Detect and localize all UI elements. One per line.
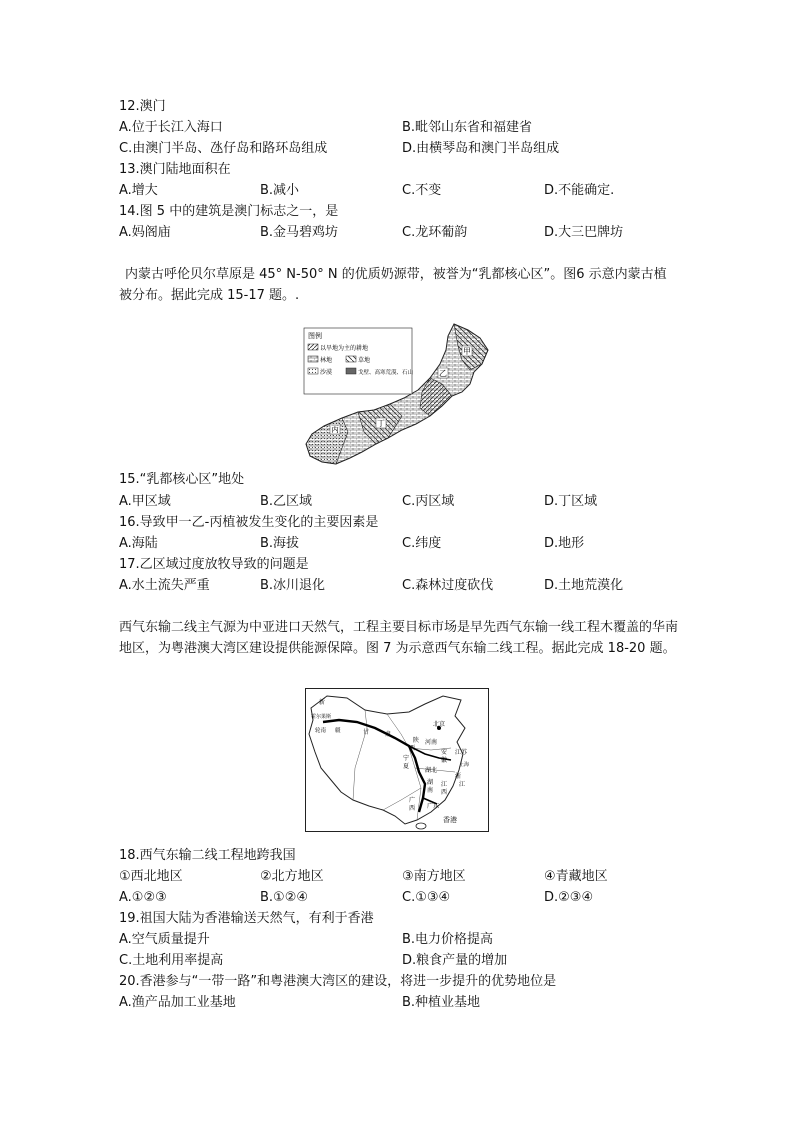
map1-legend-item-1: 林地 — [320, 357, 333, 364]
map2-label-horgos: 霍尔果斯 — [311, 714, 332, 720]
q18-choice-2: ②北方地区 — [260, 869, 324, 884]
map2-label-nan: 南 — [427, 787, 434, 794]
q13-stem: 13.澳门陆地面积在 — [119, 162, 231, 177]
map1-legend-item-4: 戈壁、高寒荒漠、石山 — [358, 370, 414, 376]
q12-stem: 12.澳门 — [119, 99, 166, 114]
map2-label-shaan: 陕 — [413, 737, 420, 744]
map1-legend-title: 图例 — [308, 332, 322, 340]
map2-label-jiang-2: 江 — [459, 781, 466, 788]
map2-label-henan: 河南 — [425, 739, 438, 746]
q15-stem: 15.“乳都核心区”地处 — [119, 472, 245, 487]
q18-stem: 18.西气东输二线工程地跨我国 — [119, 848, 296, 863]
map2-label-guang: 广 — [409, 797, 416, 804]
q16-option-a: A.海陆 — [119, 536, 158, 551]
map2-label-su: 肃 — [385, 731, 392, 738]
map2-label-xi-3: 西 — [409, 805, 416, 812]
q20-option-a: A.渔产品加工业基地 — [119, 995, 236, 1010]
q17-stem: 17.乙区域过度放牧导致的问题是 — [119, 557, 309, 572]
intro-paragraph-2: 西气东输二线主气源为中亚进口天然气，工程主要目标市场是早先西气东输一线工程木覆盖的华南地区，为粤港澳大湾区建设提供能源保障。图 7 为示意西气东输二线工程。据此完成 18-20 题。 — [119, 620, 679, 656]
map2-label-beijing: 北京 — [433, 721, 446, 728]
q18-choice-4: ④青藏地区 — [544, 869, 608, 884]
map2-label-xin: 新 — [319, 699, 326, 706]
q18-option-a: A.①②③ — [119, 890, 167, 905]
q19-stem: 19.祖国大陆为香港输送天然气，有利于香港 — [119, 911, 374, 926]
q18-choice-1: ①西北地区 — [119, 869, 183, 884]
q18-option-b: B.①②④ — [260, 890, 309, 905]
q17-option-b: B.冰川退化 — [260, 578, 326, 593]
map1-label-ding: 丁 — [377, 419, 385, 428]
map2-label-ning: 宁 — [403, 755, 410, 762]
q15-option-a: A.甲区域 — [119, 494, 171, 509]
q14-option-a: A.妈阁庙 — [119, 225, 171, 240]
q12-option-d: D.由横琴岛和澳门半岛组成 — [402, 141, 560, 156]
map1-label-jia: 甲 — [463, 347, 471, 356]
map2-label-hu: 湖 — [427, 779, 434, 786]
intro-paragraph-1: 内蒙古呼伦贝尔草原是 45° N-50° N 的优质奶源带，被誉为“乳都核心区”。图6 示意内蒙古植被分布。据此完成 15-17 题。. — [119, 267, 667, 303]
map2-label-guangdong: 广东 — [427, 803, 440, 810]
map2-label-gan: 甘 — [363, 729, 370, 736]
q14-option-c: C.龙环葡韵 — [402, 225, 468, 240]
q16-option-d: D.地形 — [544, 536, 585, 551]
map2-label-hui: 徽 — [441, 757, 448, 764]
q18-option-c: C.①③④ — [402, 890, 451, 905]
q19-option-d: D.粮食产量的增加 — [402, 953, 508, 968]
map2-label-xia: 夏 — [403, 763, 410, 770]
map2-label-hongkong: 香港 — [443, 816, 457, 824]
q15-option-c: C.丙区域 — [402, 494, 455, 509]
inner-mongolia-vegetation-map — [302, 320, 492, 466]
q13-option-c: C.不变 — [402, 183, 442, 198]
map2-label-xi-2: 西 — [441, 789, 448, 796]
q18-option-d: D.②③④ — [544, 890, 594, 905]
q17-option-a: A.水土流失严重 — [119, 578, 210, 593]
map1-label-yi: 乙 — [439, 369, 447, 378]
map2-label-jiang-3: 江 — [441, 781, 448, 788]
q12-option-a: A.位于长江入海口 — [119, 120, 223, 135]
q15-option-d: D.丁区域 — [544, 494, 598, 509]
q17-option-c: C.森林过度砍伐 — [402, 578, 494, 593]
q14-option-d: D.大三巴牌坊 — [544, 225, 624, 240]
map2-label-lunnan: 轮南 — [315, 728, 327, 734]
q15-option-b: B.乙区域 — [260, 494, 313, 509]
q14-stem: 14.图 5 中的建筑是澳门标志之一，是 — [119, 204, 339, 219]
q20-option-b: B.种植业基地 — [402, 995, 481, 1010]
q12-option-b: B.毗邻山东省和福建省 — [402, 120, 533, 135]
q13-option-b: B.减小 — [260, 183, 300, 198]
map1-legend-item-2: 草地 — [358, 357, 371, 364]
q19-option-a: A.空气质量提升 — [119, 932, 210, 947]
q19-option-b: B.电力价格提高 — [402, 932, 494, 947]
map2-label-hubei: 湖北 — [425, 767, 438, 774]
q12-option-c: C.由澳门半岛、氹仔岛和路环岛组成 — [119, 141, 328, 156]
q13-option-d: D.不能确定. — [544, 183, 615, 198]
map2-label-shanghai: 上海 — [459, 762, 470, 768]
q19-option-c: C.土地利用率提高 — [119, 953, 224, 968]
q20-stem: 20.香港参与“一带一路”和粤港澳大湾区的建设，将进一步提升的优势地位是 — [119, 974, 557, 989]
map2-label-an: 安 — [441, 749, 448, 756]
map2-label-jiangsu: 江苏 — [455, 749, 468, 756]
q18-choice-3: ③南方地区 — [402, 869, 466, 884]
q14-option-b: B.金马碧鸡坊 — [260, 225, 339, 240]
map1-label-bing: 丙 — [331, 425, 339, 434]
q16-stem: 16.导致甲一乙-丙植被发生变化的主要因素是 — [119, 515, 379, 530]
map2-label-jiang: 疆 — [335, 728, 341, 734]
map1-legend-item-3: 沙漠 — [320, 369, 333, 376]
map2-label-zhe: 浙 — [455, 773, 462, 780]
west-east-gas-pipeline-map — [305, 688, 489, 832]
map1-legend-item-0: 以旱地为主的耕地 — [320, 345, 369, 352]
q16-option-c: C.纬度 — [402, 536, 442, 551]
q17-option-d: D.土地荒漠化 — [544, 578, 624, 593]
q13-option-a: A.增大 — [119, 183, 158, 198]
map2-label-xi-1: 西 — [409, 745, 416, 752]
q16-option-b: B.海拔 — [260, 536, 300, 551]
